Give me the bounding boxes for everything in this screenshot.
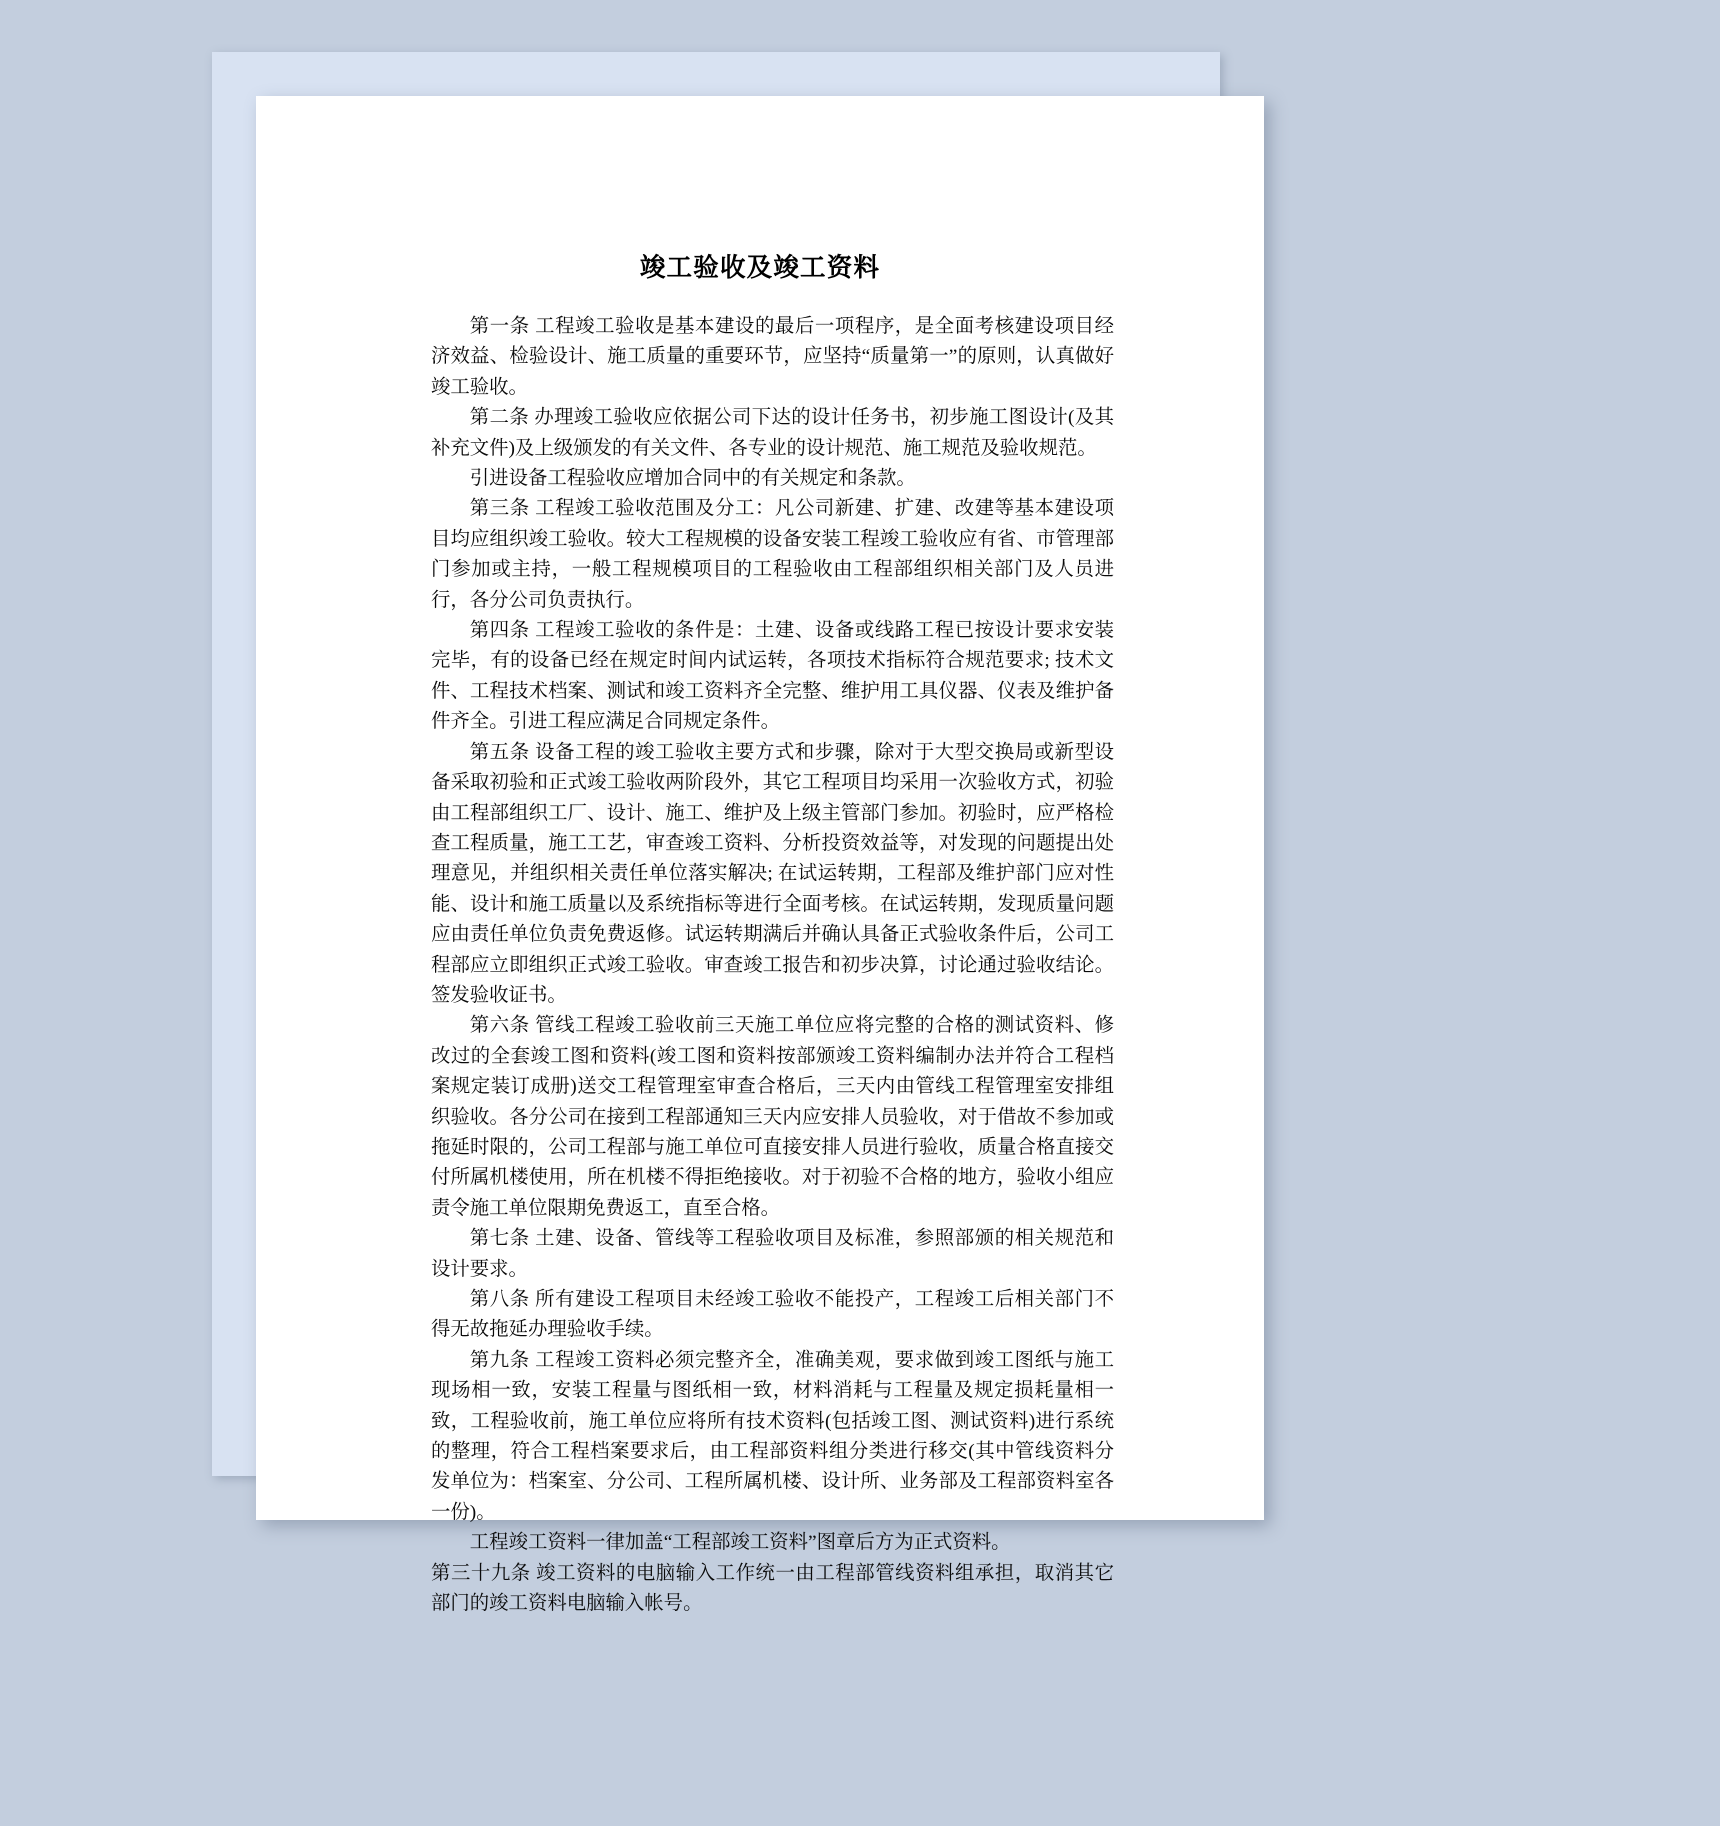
paragraph-article-7: 第七条 土建、设备、管线等工程验收项目及标准，参照部颁的相关规范和设计要求。: [431, 1228, 1114, 1280]
paragraph-article-3: 第三条 工程竣工验收范围及分工：凡公司新建、扩建、改建等基本建设项目均应组织竣工验收。较大工程规模的设备安装工程竣工验收应有省、市管理部门参加或主持，一般工程规模项目的工程验收由工程部组织相关部门及人员进行，各分公司负责执行。: [431, 498, 1114, 611]
paragraph-article-4: 第四条 工程竣工验收的条件是：土建、设备或线路工程已按设计要求安装完毕，有的设备已经在规定时间内试运转，各项技术指标符合规范要求; 技术文件、工程技术档案、测试和竣工资料齐全完整、维护用工具仪器、仪表及维护备件齐全。引进工程应满足合同规定条件。: [431, 620, 1114, 733]
document-page: [256, 96, 1264, 1615]
paragraph-article-9-note: 工程竣工资料一律加盖“工程部竣工资料”图章后方为正式资料。: [469, 1532, 1011, 1554]
paragraph-article-1: 第一条 工程竣工验收是基本建设的最后一项程序，是全面考核建设项目经济效益、检验设计、施工质量的重要环节，应坚持“质量第一”的原则，认真做好竣工验收。: [431, 316, 1114, 398]
page-content: [256, 96, 1264, 1615]
document-body: [431, 312, 1114, 1619]
paragraph-article-6: 第六条 管线工程竣工验收前三天施工单位应将完整的合格的测试资料、修改过的全套竣工图和资料(竣工图和资料按部颁竣工资料编制办法并符合工程档案规定装订成册)送交工程管理室审查合格后，三天内由管线工程管理室安排组织验收。各分公司在接到工程部通知三天内应安排人员验收，对于借故不参加或拖延时限的，公司工程部与施工单位可直接安排人员进行验收，质量合格直接交付所属机楼使用，所在机楼不得拒绝接收。对于初验不合格的地方，验收小组应责令施工单位限期免费返工，直至合格。: [431, 1015, 1114, 1219]
page-title: 竣工验收及竣工资料: [639, 253, 881, 282]
paragraph-article-9: 第九条 工程竣工资料必须完整齐全，准确美观，要求做到竣工图纸与施工现场相一致，安装工程量与图纸相一致，材料消耗与工程量及规定损耗量相一致，工程验收前，施工单位应将所有技术资料(包括竣工图、测试资料)进行系统的整理，符合工程档案要求后，由工程部资料组分类进行移交(其中管线资料分发单位为：档案室、分公司、工程所属机楼、设计所、业务部及工程部资料室各一份)。: [431, 1349, 1114, 1523]
paragraph-article-8: 第八条 所有建设工程项目未经竣工验收不能投产，工程竣工后相关部门不得无故拖延办理验收手续。: [431, 1289, 1114, 1341]
paragraph-article-39: 第三十九条 竣工资料的电脑输入工作统一由工程部管线资料组承担，取消其它部门的竣工资料电脑输入帐号。: [431, 1562, 1114, 1615]
paragraph-article-2-note: 引进设备工程验收应增加合同中的有关规定和条款。: [469, 468, 916, 490]
paragraph-article-5: 第五条 设备工程的竣工验收主要方式和步骤，除对于大型交换局或新型设备采取初验和正式竣工验收两阶段外，其它工程项目均采用一次验收方式，初验由工程部组织工厂、设计、施工、维护及上级主管部门参加。初验时，应严格检查工程质量，施工工艺，审查竣工资料、分析投资效益等，对发现的问题提出处理意见，并组织相关责任单位落实解决; 在试运转期，工程部及维护部门应对性能、设计和施工质量以及系统指标等进行全面考核。在试运转期，发现质量问题应由责任单位负责免费返修。试运转期满后并确认具备正式验收条件后，公司工程部应立即组织正式竣工验收。审查竣工报告和初步决算，讨论通过验收结论。签发验收证书。: [431, 741, 1114, 1006]
paragraph-article-2: 第二条 办理竣工验收应依据公司下达的设计任务书，初步施工图设计(及其补充文件)及上级颁发的有关文件、各专业的设计规范、施工规范及验收规范。: [431, 407, 1114, 459]
